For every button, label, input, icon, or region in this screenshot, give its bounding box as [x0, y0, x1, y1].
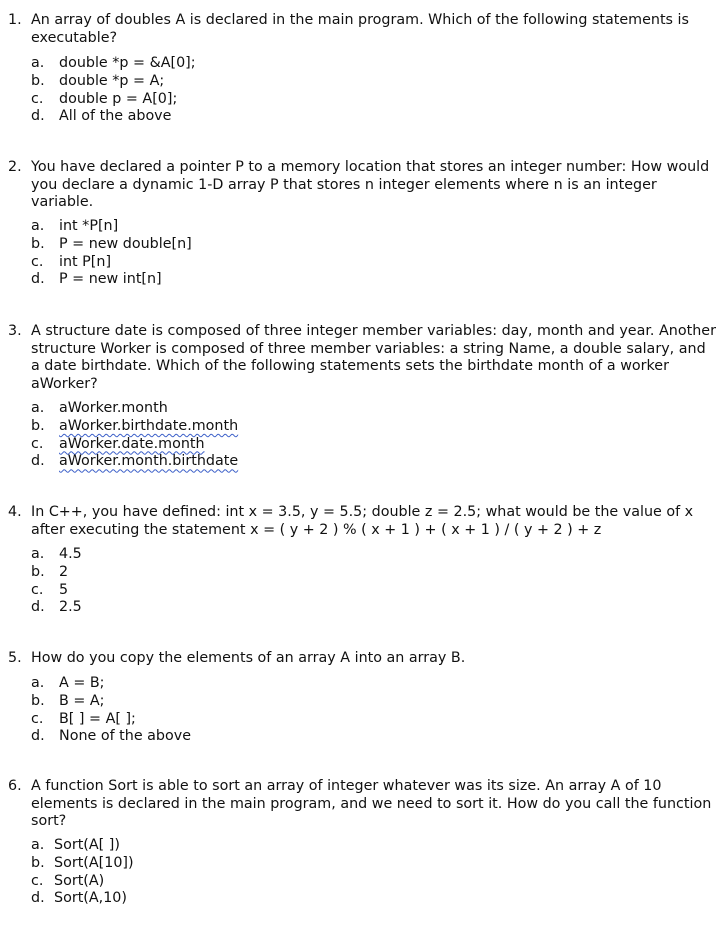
option-letter: c. [31, 581, 44, 598]
option-letter: d. [31, 890, 45, 907]
option-text: aWorker.date.month [59, 435, 205, 452]
option-text: int P[n] [59, 253, 112, 270]
option-letter: a. [31, 55, 45, 71]
option-letter: d. [31, 271, 45, 288]
option-d [31, 271, 631, 289]
option-text: double *p = A; [59, 72, 165, 89]
option-letter: d. [31, 728, 45, 745]
option-letter: b. [31, 692, 45, 709]
option-b [31, 564, 631, 582]
option-text: 2.5 [59, 599, 82, 616]
option-b [31, 418, 631, 436]
option-b [31, 693, 631, 711]
option-c [31, 711, 631, 729]
options-list [31, 55, 631, 126]
option-text: All of the above [59, 108, 172, 125]
option-text: Sort(A[ ]) [54, 837, 120, 853]
option-c [31, 873, 631, 891]
option-b [31, 73, 631, 91]
option-text: B[ ] = A[ ]; [59, 710, 136, 727]
option-text: B = A; [59, 692, 105, 709]
option-letter: c. [31, 253, 44, 270]
option-letter: b. [31, 563, 45, 580]
option-text: None of the above [59, 728, 192, 745]
question-number: 5. [8, 650, 22, 666]
option-letter: c. [31, 872, 44, 889]
option-text: 2 [59, 563, 69, 580]
option-a [31, 837, 631, 855]
option-d [31, 599, 631, 617]
option-text: aWorker.month [59, 400, 168, 416]
option-text: Sort(A,10) [54, 890, 127, 907]
option-a [31, 675, 631, 693]
option-a [31, 546, 631, 564]
option-letter: c. [31, 710, 44, 727]
option-letter: b. [31, 235, 45, 252]
option-d [31, 453, 631, 471]
option-text: Sort(A[10]) [54, 854, 134, 871]
question-text: An array of doubles A is declared in the main program. Which of the following statements is executable? [31, 12, 689, 46]
option-text: double *p = &A[0]; [59, 55, 196, 71]
option-text: P = new int[n] [59, 271, 162, 288]
option-letter: c. [31, 435, 44, 452]
question-text: How do you copy the elements of an array A into an array B. [31, 650, 466, 666]
options-list [31, 675, 631, 746]
question-text: A function Sort is able to sort an array of integer whatever was its size. An array A of 10 elements is declared in the main program, and we need to sort it. How do you call the function sort? [31, 778, 712, 830]
option-letter: d. [31, 108, 45, 125]
option-text: int *P[n] [59, 218, 119, 234]
options-list [31, 218, 631, 289]
option-c [31, 436, 631, 454]
option-text: 4.5 [59, 546, 82, 562]
option-d [31, 108, 631, 126]
option-letter: a. [31, 546, 45, 562]
option-letter: b. [31, 854, 45, 871]
option-text: 5 [59, 581, 69, 598]
question-number: 1. [8, 12, 22, 28]
options-list [31, 400, 631, 471]
option-a [31, 400, 631, 418]
option-a [31, 55, 631, 73]
option-c [31, 582, 631, 600]
option-letter: d. [31, 453, 45, 470]
question-number: 3. [8, 323, 22, 339]
option-text: P = new double[n] [59, 235, 192, 252]
option-d [31, 728, 631, 746]
option-c [31, 91, 631, 109]
question-text: A structure date is composed of three integer member variables: day, month and year. Another structure Worker is composed of three member variables: a string Name, a double salary, and a date birthdate. Which of the following statements sets the birthdate month of a worker aWorker? [31, 323, 716, 393]
option-d [31, 890, 631, 908]
option-letter: a. [31, 218, 45, 234]
option-text: Sort(A) [54, 872, 105, 889]
option-a [31, 218, 631, 236]
question-text: In C++, you have defined: int x = 3.5, y = 5.5; double z = 2.5; what would be the value of x after executing the statement x = ( y + 2 ) % ( x + 1 ) + ( x + 1 ) / ( y + 2 ) + z [31, 504, 694, 538]
option-letter: d. [31, 599, 45, 616]
question-number: 6. [8, 778, 22, 794]
option-c [31, 254, 631, 272]
option-letter: b. [31, 417, 45, 434]
option-letter: b. [31, 72, 45, 89]
option-text: aWorker.birthdate.month [59, 417, 239, 434]
option-letter: c. [31, 90, 44, 107]
options-list [31, 837, 631, 908]
option-text: aWorker.month.birthdate [59, 453, 239, 470]
option-b [31, 236, 631, 254]
options-list [31, 546, 631, 617]
question-text: You have declared a pointer P to a memory location that stores an integer number: How would you declare a dynamic 1-D array P that stores n integer elements where n is an integer variable. [31, 159, 710, 211]
option-text: double p = A[0]; [59, 90, 178, 107]
question-number: 4. [8, 504, 22, 520]
option-letter: a. [31, 837, 45, 853]
question-number: 2. [8, 159, 22, 175]
option-text: A = B; [59, 675, 105, 691]
option-letter: a. [31, 400, 45, 416]
option-b [31, 855, 631, 873]
option-letter: a. [31, 675, 45, 691]
